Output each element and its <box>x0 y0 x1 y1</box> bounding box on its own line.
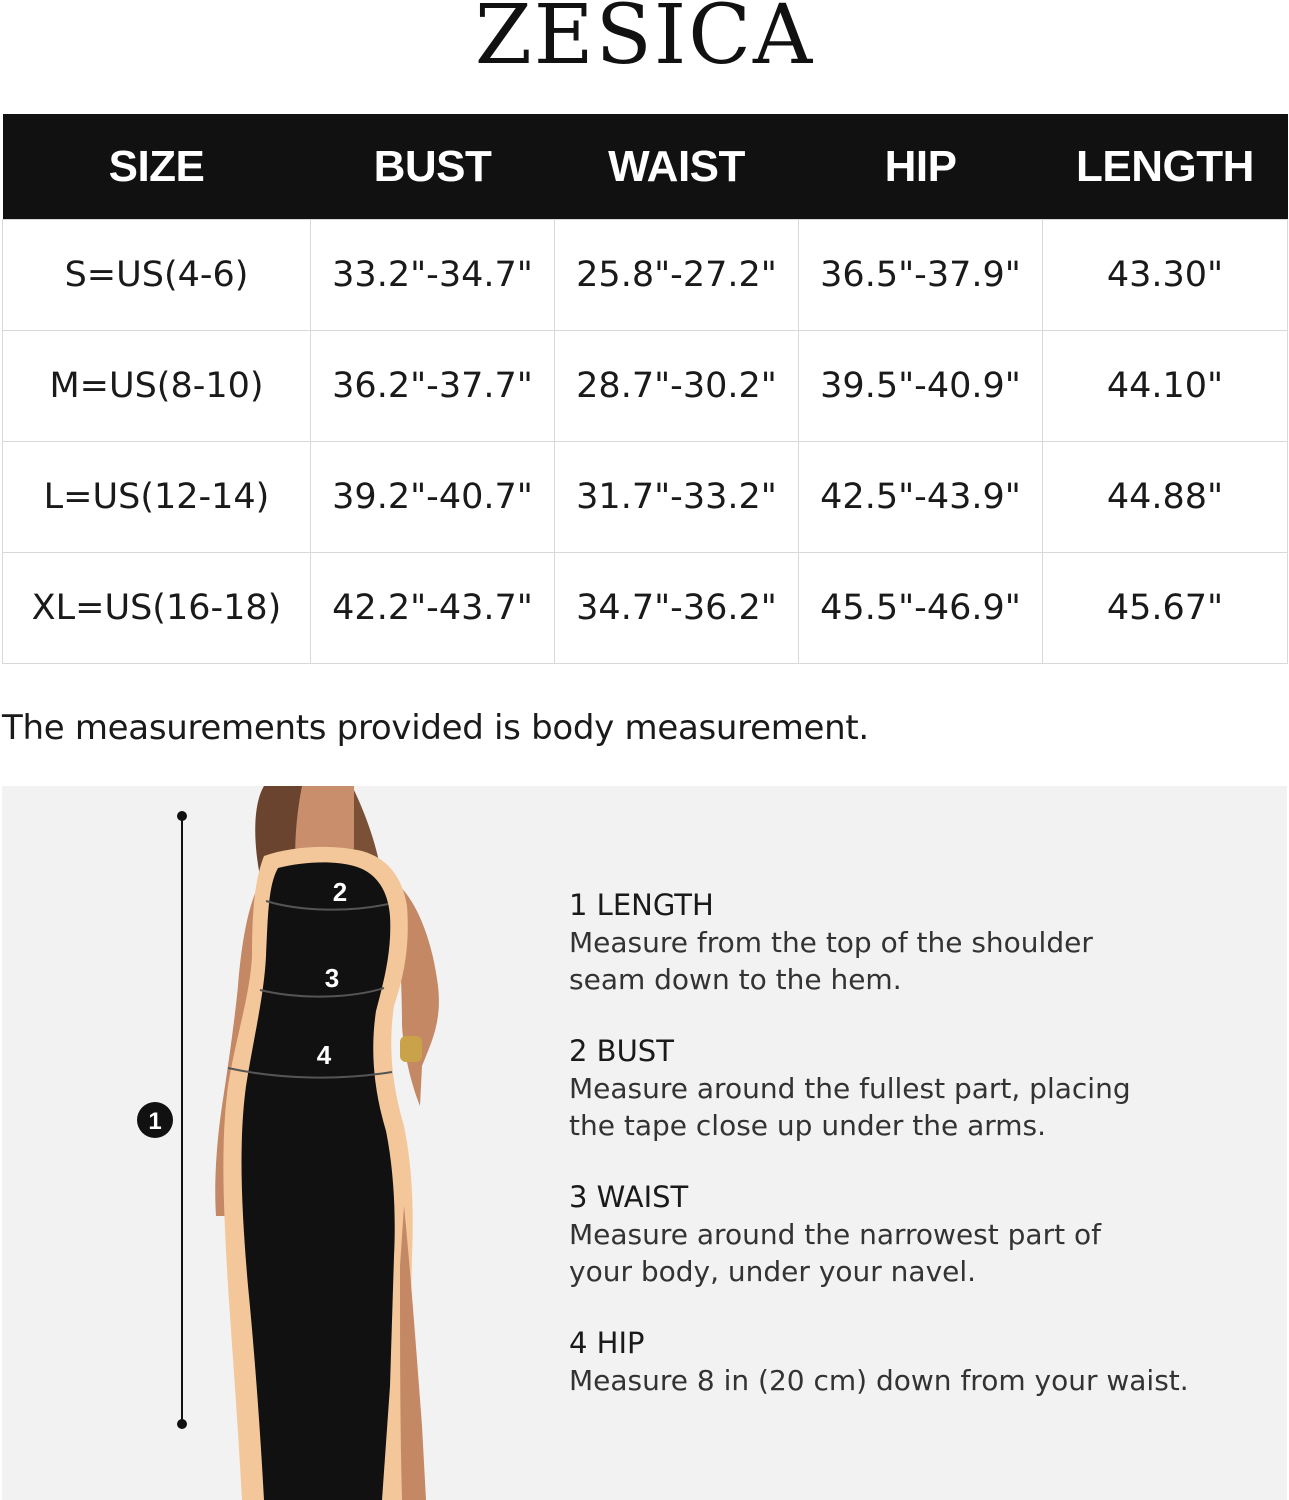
leg-slit <box>400 1206 426 1500</box>
marker-4: 4 <box>316 1040 332 1070</box>
step-bust <box>569 1032 1269 1144</box>
measurement-note: The measurements provided is body measurement. <box>2 708 869 748</box>
cell-length: 44.10" <box>1043 331 1288 442</box>
cell-waist: 31.7"-33.2" <box>555 442 799 553</box>
table-row <box>3 220 1288 331</box>
marker-3: 3 <box>324 963 340 993</box>
header-waist: WAIST <box>555 114 799 220</box>
table-row <box>3 442 1288 553</box>
bracelet <box>400 1036 422 1062</box>
cell-bust: 42.2"-43.7" <box>311 553 555 664</box>
step-description: Measure from the top of the shoulder seam down to the hem. <box>569 926 1093 996</box>
cell-hip: 42.5"-43.9" <box>799 442 1043 553</box>
step-title: 4 HIP <box>569 1326 645 1360</box>
cell-size: L=US(12-14) <box>3 442 311 553</box>
measurement-instructions <box>569 886 1269 1433</box>
cell-bust: 39.2"-40.7" <box>311 442 555 553</box>
model-figure <box>2 786 562 1500</box>
cell-bust: 36.2"-37.7" <box>311 331 555 442</box>
header-hip: HIP <box>799 114 1043 220</box>
cell-size: XL=US(16-18) <box>3 553 311 664</box>
cell-bust: 33.2"-34.7" <box>311 220 555 331</box>
table-header-row <box>3 114 1288 220</box>
step-waist <box>569 1178 1269 1290</box>
marker-2: 2 <box>332 877 348 907</box>
brand-logo: ZESICA <box>474 0 815 83</box>
cell-length: 43.30" <box>1043 220 1288 331</box>
cell-hip: 39.5"-40.9" <box>799 331 1043 442</box>
step-title: 3 WAIST <box>569 1180 689 1214</box>
table-row <box>3 553 1288 664</box>
length-line-top-dot <box>177 811 187 821</box>
step-hip <box>569 1324 1269 1399</box>
cell-size: S=US(4-6) <box>3 220 311 331</box>
marker-1: 1 <box>148 1108 162 1135</box>
length-line-bottom-dot <box>177 1419 187 1429</box>
cell-size: M=US(8-10) <box>3 331 311 442</box>
header-length: LENGTH <box>1043 114 1288 220</box>
cell-length: 45.67" <box>1043 553 1288 664</box>
cell-length: 44.88" <box>1043 442 1288 553</box>
size-chart-table <box>2 114 1288 664</box>
measurement-guide-panel <box>2 786 1287 1500</box>
cell-hip: 45.5"-46.9" <box>799 553 1043 664</box>
header-size: SIZE <box>3 114 311 220</box>
step-length <box>569 886 1269 998</box>
header-bust: BUST <box>311 114 555 220</box>
step-description: Measure around the fullest part, placing the tape close up under the arms. <box>569 1072 1131 1142</box>
cell-waist: 34.7"-36.2" <box>555 553 799 664</box>
step-title: 1 LENGTH <box>569 888 714 922</box>
step-title: 2 BUST <box>569 1034 674 1068</box>
table-row <box>3 331 1288 442</box>
step-description: Measure around the narrowest part of your body, under your navel. <box>569 1218 1101 1288</box>
cell-hip: 36.5"-37.9" <box>799 220 1043 331</box>
step-description: Measure 8 in (20 cm) down from your waist. <box>569 1364 1189 1397</box>
cell-waist: 28.7"-30.2" <box>555 331 799 442</box>
cell-waist: 25.8"-27.2" <box>555 220 799 331</box>
